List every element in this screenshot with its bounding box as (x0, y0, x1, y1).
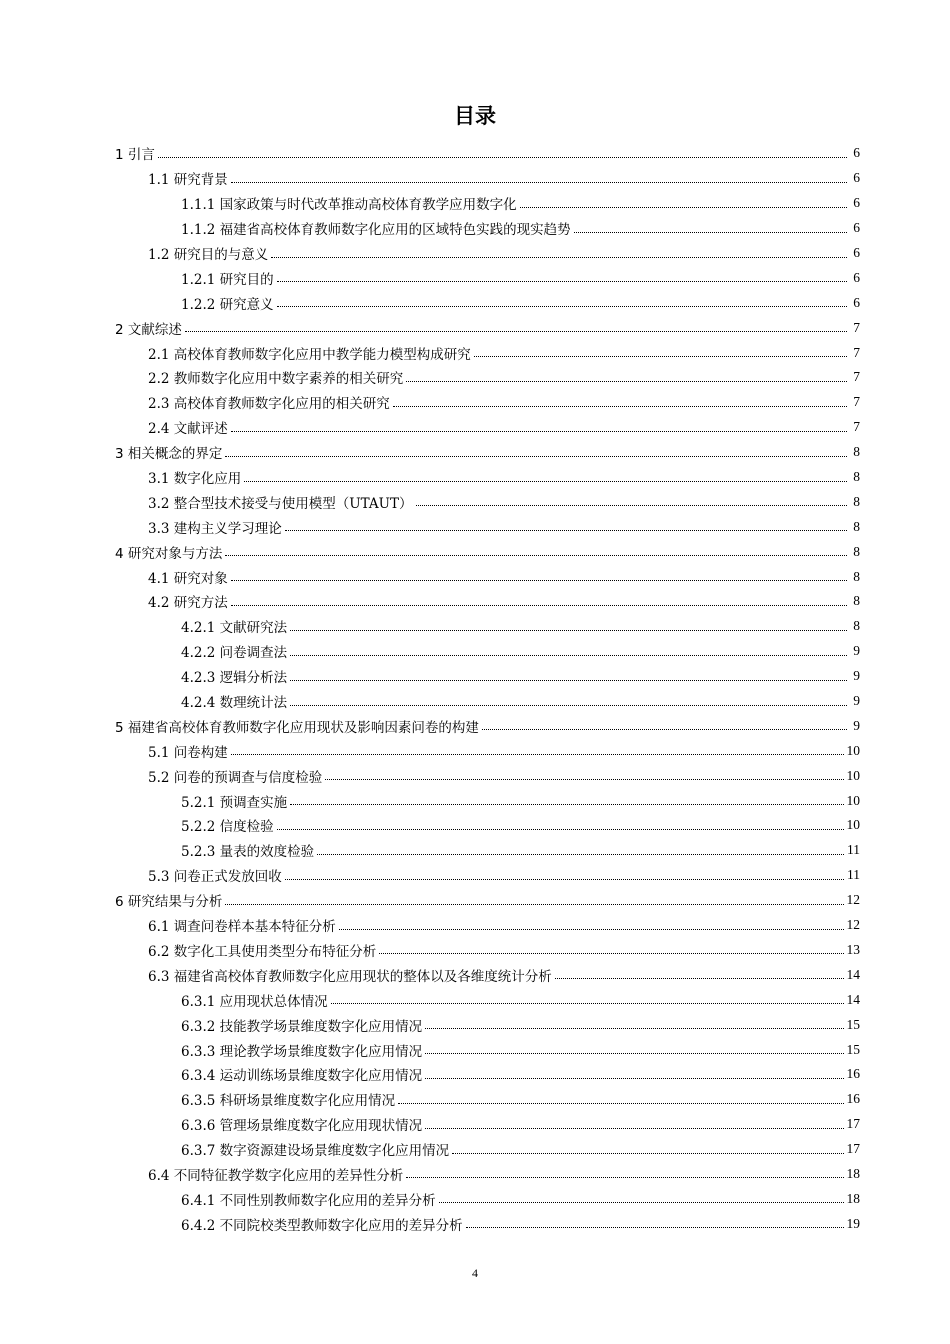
toc-entry-page: 19 (846, 1215, 860, 1231)
toc-entry-label: 1.1 研究背景 (148, 172, 228, 189)
toc-entry[interactable] (115, 1012, 860, 1037)
dot-leader (290, 630, 847, 631)
dot-leader (271, 257, 847, 258)
toc-entry[interactable] (115, 241, 860, 266)
toc-entry-label: 3.2 整合型技术接受与使用模型（UTAUT） (148, 495, 413, 512)
toc-entry[interactable] (115, 738, 860, 763)
toc-entry[interactable] (115, 390, 860, 415)
dot-leader (555, 978, 844, 979)
toc-entry-label: 5.3 问卷正式发放回收 (148, 869, 282, 886)
toc-entry[interactable] (115, 415, 860, 440)
dot-leader (466, 1227, 844, 1228)
toc-entry-page: 10 (846, 817, 860, 833)
toc-entry[interactable] (115, 166, 860, 191)
toc-entry-label: 6.3.3 理论教学场景维度数字化应用情况 (181, 1043, 423, 1060)
dot-leader (225, 555, 847, 556)
dot-leader (277, 829, 844, 830)
page-title: 目录 (454, 104, 496, 128)
dot-leader (185, 331, 847, 332)
toc-entry-label: 3.1 数字化应用 (148, 471, 242, 488)
toc-entry-page: 9 (853, 643, 860, 659)
toc-entry[interactable] (115, 514, 860, 539)
dot-leader (225, 456, 847, 457)
toc-entry-page: 8 (853, 618, 860, 634)
dot-leader (277, 306, 847, 307)
toc-entry-page: 8 (853, 518, 860, 534)
toc-entry-label: 1.1.1 国家政策与时代改革推动高校体育教学应用数字化 (181, 197, 517, 214)
toc-entry[interactable] (115, 290, 860, 315)
toc-entry[interactable] (115, 639, 860, 664)
toc-entry[interactable] (115, 216, 860, 241)
page-number: 4 (472, 1266, 478, 1280)
toc-entry-page: 12 (846, 917, 860, 933)
toc-entry-page: 8 (853, 469, 860, 485)
toc-entry-label: 4.2.3 逻辑分析法 (181, 670, 288, 687)
toc-entry-page: 11 (847, 842, 860, 858)
toc-entry[interactable] (115, 664, 860, 689)
toc-entry-page: 6 (853, 195, 860, 211)
toc-entry[interactable] (115, 489, 860, 514)
dot-leader (416, 505, 847, 506)
toc-entry-label: 1.1.2 福建省高校体育教师数字化应用的区域特色实践的现实趋势 (181, 222, 571, 239)
toc-entry[interactable] (115, 1186, 860, 1211)
toc-entry[interactable] (115, 863, 860, 888)
toc-entry-label: 4 研究对象与方法 (115, 545, 223, 562)
dot-leader (277, 281, 847, 282)
toc-entry-page: 6 (853, 269, 860, 285)
toc-entry-page: 14 (846, 966, 860, 982)
dot-leader (290, 705, 847, 706)
toc-entry[interactable] (115, 539, 860, 564)
toc-entry-page: 11 (847, 867, 860, 883)
toc-entry-page: 8 (853, 493, 860, 509)
dot-leader (285, 530, 847, 531)
toc-entry-page: 8 (853, 543, 860, 559)
toc-entry-label: 6.4 不同特征教学数字化应用的差异性分析 (148, 1167, 404, 1184)
toc-entry-label: 5.2.3 量表的效度检验 (181, 844, 315, 861)
toc-entry-label: 6.3.6 管理场景维度数字化应用现状情况 (181, 1118, 423, 1135)
toc-entry-label: 4.2.1 文献研究法 (181, 620, 288, 637)
dot-leader (231, 580, 847, 581)
dot-leader (474, 356, 847, 357)
dot-leader (231, 605, 847, 606)
toc-entry[interactable] (115, 788, 860, 813)
toc-entry-page: 6 (853, 245, 860, 260)
toc-entry-label: 6.4.2 不同院校类型教师数字化应用的差异分析 (181, 1217, 463, 1234)
toc-entry-page: 6 (853, 294, 860, 310)
toc-entry[interactable] (115, 440, 860, 465)
toc-entry-page: 18 (846, 1190, 860, 1206)
toc-entry-page: 6 (853, 170, 860, 186)
dot-leader (398, 1103, 843, 1104)
toc-entry-label: 5.2.2 信度检验 (181, 819, 274, 836)
toc-entry-page: 8 (853, 568, 860, 584)
toc-entry[interactable] (115, 1137, 860, 1162)
toc-entry-page: 15 (846, 1041, 860, 1057)
toc-entry-page: 13 (846, 941, 860, 957)
dot-leader (452, 1153, 843, 1154)
toc-entry[interactable] (115, 689, 860, 714)
dot-leader (339, 929, 844, 930)
toc-entry[interactable] (115, 365, 860, 390)
toc-entry-label: 6.3.2 技能教学场景维度数字化应用情况 (181, 1018, 423, 1035)
toc-entry-page: 7 (853, 369, 860, 385)
toc-entry[interactable] (115, 191, 860, 216)
toc-entry[interactable] (115, 713, 860, 738)
dot-leader (406, 381, 847, 382)
toc-entry[interactable] (115, 962, 860, 987)
toc-entry-label: 2.4 文献评述 (148, 421, 228, 438)
toc-entry-page: 17 (846, 1141, 860, 1157)
toc-entry[interactable] (115, 340, 860, 365)
toc-entry-label: 6.2 数字化工具使用类型分布特征分析 (148, 943, 377, 960)
dot-leader (290, 804, 843, 805)
toc-entry-label: 3 相关概念的界定 (115, 446, 223, 463)
toc-entry-label: 2.3 高校体育教师数字化应用的相关研究 (148, 396, 390, 413)
toc-entry-label: 2 文献综述 (115, 321, 182, 338)
toc-entry-label: 2.1 高校体育教师数字化应用中教学能力模型构成研究 (148, 346, 471, 363)
dot-leader (574, 232, 847, 233)
dot-leader (425, 1028, 843, 1029)
toc-entry-page: 15 (846, 1016, 860, 1032)
dot-leader (425, 1053, 843, 1054)
dot-leader (285, 879, 844, 880)
toc-entry-label: 1.2.2 研究意义 (181, 296, 274, 313)
dot-leader (331, 1003, 844, 1004)
dot-leader (158, 157, 847, 158)
toc-entry-label: 6.3.7 数字资源建设场景维度数字化应用情况 (181, 1143, 450, 1160)
toc-entry-page: 12 (846, 892, 860, 908)
dot-leader (482, 729, 847, 730)
toc-entry-page: 8 (853, 593, 860, 609)
toc-entry[interactable] (115, 838, 860, 863)
toc-entry-label: 5.2 问卷的预调查与信度检验 (148, 769, 323, 786)
toc-entry-page: 17 (846, 1116, 860, 1132)
toc-entry[interactable] (115, 1112, 860, 1137)
toc-entry[interactable] (115, 813, 860, 838)
toc-entry[interactable] (115, 938, 860, 963)
toc-entry[interactable] (115, 763, 860, 788)
toc-entry-page: 10 (846, 742, 860, 758)
toc-entry[interactable] (115, 888, 860, 913)
toc-entry-page: 7 (853, 344, 860, 360)
toc-entry[interactable] (115, 589, 860, 614)
dot-leader (406, 1177, 843, 1178)
toc-entry-label: 5.2.1 预调查实施 (181, 794, 288, 811)
dot-leader (231, 754, 844, 755)
toc-entry[interactable] (115, 265, 860, 290)
toc-entry-label: 6.3.5 科研场景维度数字化应用情况 (181, 1093, 396, 1110)
toc-entry-page: 10 (846, 767, 860, 783)
toc-entry-label: 6.4.1 不同性别教师数字化应用的差异分析 (181, 1192, 436, 1209)
toc-entry-label: 1 引言 (115, 147, 155, 164)
toc-entry[interactable] (115, 1087, 860, 1112)
toc-entry-label: 4.1 研究对象 (148, 570, 228, 587)
toc-entry[interactable] (115, 564, 860, 589)
toc-entry-label: 6 研究结果与分析 (115, 894, 223, 911)
dot-leader (317, 854, 844, 855)
toc-entry-page: 16 (846, 1066, 860, 1082)
toc-entry-label: 6.3 福建省高校体育教师数字化应用现状的整体以及各维度统计分析 (148, 968, 552, 985)
dot-leader (231, 431, 847, 432)
toc-entry-label: 4.2.4 数理统计法 (181, 695, 288, 712)
toc-entry-label: 1.2 研究目的与意义 (148, 247, 269, 263)
toc-entry-page: 9 (853, 693, 860, 709)
toc-entry[interactable] (115, 1037, 860, 1062)
toc-entry-label: 4.2 研究方法 (148, 595, 228, 612)
toc-entry-page: 6 (853, 220, 860, 236)
toc-entry-label: 2.2 教师数字化应用中数字素养的相关研究 (148, 371, 404, 388)
toc-entry-label: 3.3 建构主义学习理论 (148, 520, 282, 537)
toc-entry-page: 7 (853, 319, 860, 335)
dot-leader (290, 680, 847, 681)
dot-leader (231, 182, 847, 183)
toc-entry-label: 6.3.1 应用现状总体情况 (181, 993, 328, 1010)
toc-entry[interactable] (115, 614, 860, 639)
dot-leader (290, 655, 847, 656)
toc-entry-page: 7 (853, 394, 860, 410)
toc-entry[interactable] (115, 1062, 860, 1087)
toc-entry-page: 8 (853, 444, 860, 460)
dot-leader (425, 1078, 843, 1079)
toc-entry-page: 9 (853, 668, 860, 684)
table-of-contents (115, 141, 860, 1236)
toc-entry[interactable] (115, 987, 860, 1012)
toc-entry-label: 1.2.1 研究目的 (181, 271, 274, 288)
toc-entry-page: 7 (853, 419, 860, 435)
toc-entry-label: 5.1 问卷构建 (148, 744, 228, 761)
dot-leader (439, 1202, 844, 1203)
toc-entry[interactable] (115, 913, 860, 938)
toc-entry-label: 5 福建省高校体育教师数字化应用现状及影响因素问卷的构建 (115, 719, 479, 736)
dot-leader (379, 953, 843, 954)
toc-entry-label: 4.2.2 问卷调查法 (181, 645, 288, 662)
toc-entry[interactable] (115, 465, 860, 490)
dot-leader (225, 904, 843, 905)
toc-entry-label: 6.1 调查问卷样本基本特征分析 (148, 919, 336, 936)
toc-entry-page: 9 (853, 717, 860, 733)
toc-entry-page: 10 (846, 792, 860, 808)
toc-entry-page: 18 (846, 1165, 860, 1181)
toc-entry-page: 14 (846, 991, 860, 1007)
dot-leader (520, 207, 847, 208)
toc-entry[interactable] (115, 141, 860, 166)
toc-entry-page: 16 (846, 1091, 860, 1107)
toc-entry-page: 6 (853, 145, 860, 161)
toc-entry[interactable] (115, 315, 860, 340)
toc-entry-label: 6.3.4 运动训练场景维度数字化应用情况 (181, 1068, 423, 1085)
dot-leader (325, 779, 843, 780)
dot-leader (393, 406, 847, 407)
dot-leader (425, 1128, 843, 1129)
toc-entry[interactable] (115, 1211, 860, 1236)
dot-leader (244, 481, 847, 482)
toc-entry[interactable] (115, 1162, 860, 1187)
